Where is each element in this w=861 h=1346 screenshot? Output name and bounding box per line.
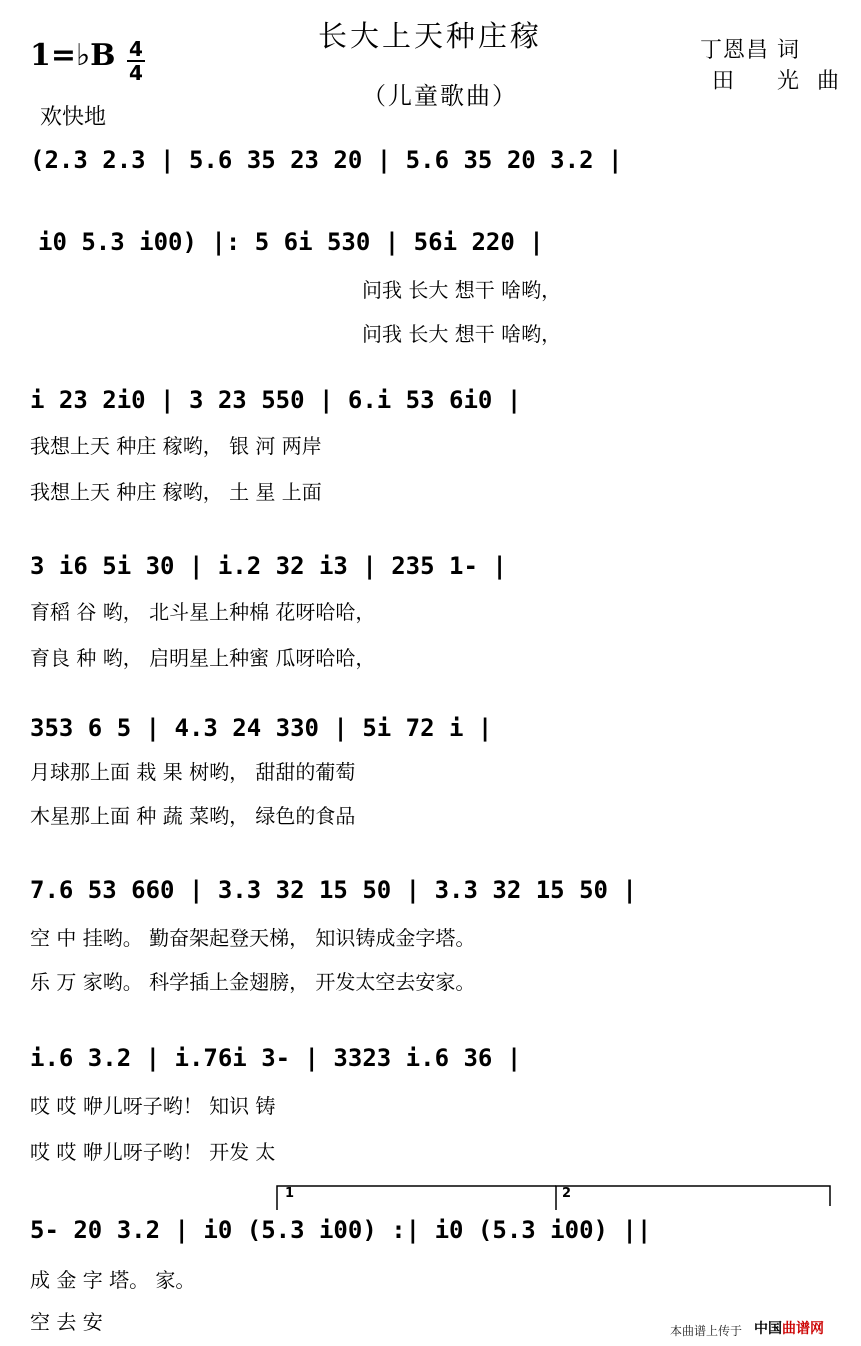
- meter-bottom: 4: [129, 61, 143, 85]
- song-subtitle: （儿童歌曲）: [362, 82, 518, 110]
- system-4-lyrics-2: 育良 种 哟， 启明星上种蜜 瓜呀哈哈，: [30, 646, 376, 670]
- system-3-notes: i 23 2i0 | 3 23 550 | 6.i 53 6i0 |: [30, 386, 522, 414]
- system-7-lyrics-1: 哎 哎 咿儿呀子哟！ 知识 铸: [30, 1094, 276, 1118]
- composer-credit: 田 光曲: [712, 69, 857, 94]
- system-2-lyrics-1: 问我 长大 想干 啥哟，: [362, 278, 562, 302]
- tempo-marking: 欢快地: [40, 105, 107, 130]
- key-signature: 1=♭B: [30, 38, 116, 73]
- meter-top: 4: [129, 37, 143, 61]
- system-5-lyrics-1: 月球那上面 栽 果 树哟， 甜甜的葡萄: [30, 760, 356, 784]
- site-logo: [754, 1318, 824, 1338]
- song-title: 长大上天种庄稼: [318, 19, 543, 53]
- lyricist-credit: 丁恩昌 词: [700, 38, 800, 63]
- logo-text-b: 曲谱网: [782, 1321, 824, 1337]
- system-2-notes: i0 5.3 i00) |: 5 6i 530 | 56i 220 |: [38, 228, 544, 256]
- upload-note: 本曲谱上传于: [670, 1324, 743, 1338]
- system-5-lyrics-2: 木星那上面 种 蔬 菜哟， 绿色的食品: [30, 804, 356, 828]
- system-4-lyrics-1: 育稻 谷 哟， 北斗星上种棉 花呀哈哈，: [30, 600, 376, 624]
- system-6-lyrics-1: 空 中 挂哟。 勤奋架起登天梯， 知识铸成金字塔。: [30, 926, 476, 950]
- system-4-notes: 3 i6 5i 30 | i.2 32 i3 | 235 1- |: [30, 552, 507, 580]
- volta-2-label: 2: [562, 1186, 572, 1201]
- system-6-notes: 7.6 53 660 | 3.3 32 15 50 | 3.3 32 15 50 |: [30, 876, 637, 904]
- volta-1-label: 1: [285, 1186, 295, 1201]
- system-7-lyrics-2: 哎 哎 咿儿呀子哟！ 开发 太: [30, 1140, 276, 1164]
- system-1-notes: (2.3 2.3 | 5.6 35 23 20 | 5.6 35 20 3.2 |: [30, 146, 623, 174]
- system-8-lyrics-2: 空 去 安: [30, 1310, 103, 1334]
- system-8-notes: 5- 20 3.2 | i0 (5.3 i00) :| i0 (5.3 i00) ||: [30, 1216, 652, 1244]
- logo-text-a: 中国: [754, 1321, 782, 1337]
- system-6-lyrics-2: 乐 万 家哟。 科学插上金翅膀， 开发太空去安家。: [30, 970, 476, 994]
- system-3-lyrics-1: 我想上天 种庄 稼哟， 银 河 两岸: [30, 434, 322, 458]
- system-8-lyrics-1: 成 金 字 塔。 家。: [30, 1268, 196, 1292]
- system-2-lyrics-2: 问我 长大 想干 啥哟，: [362, 322, 562, 346]
- system-7-notes: i.6 3.2 | i.76i 3- | 3323 i.6 36 |: [30, 1044, 522, 1072]
- system-5-notes: 353 6 5 | 4.3 24 330 | 5i 72 i |: [30, 714, 493, 742]
- system-3-lyrics-2: 我想上天 种庄 稼哟， 土 星 上面: [30, 480, 322, 504]
